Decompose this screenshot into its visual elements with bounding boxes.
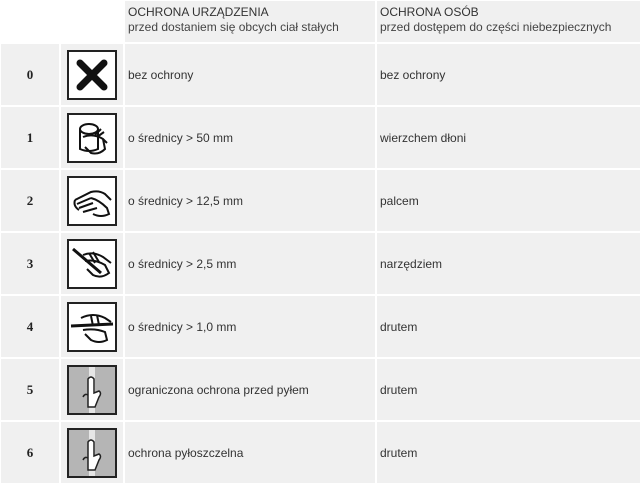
- device-protection-text: o średnicy > 2,5 mm: [125, 233, 375, 294]
- level-number: 2: [1, 170, 59, 231]
- hand-back-icon: [67, 113, 117, 163]
- dust-hand-icon: [67, 428, 117, 478]
- person-protection-text: drutem: [377, 296, 640, 357]
- level-number: 5: [1, 359, 59, 420]
- level-number: 6: [1, 422, 59, 483]
- person-protection-text: palcem: [377, 170, 640, 231]
- finger-icon: [67, 176, 117, 226]
- icon-cell: [61, 359, 123, 420]
- icon-cell: [61, 170, 123, 231]
- table-row: [1, 359, 640, 420]
- device-protection-text: o średnicy > 50 mm: [125, 107, 375, 168]
- header-person-protection: [377, 1, 640, 42]
- table-row: [1, 44, 640, 105]
- person-protection-text: bez ochrony: [377, 44, 640, 105]
- icon-cell: [61, 44, 123, 105]
- device-protection-text: ograniczona ochrona przed pyłem: [125, 359, 375, 420]
- x-mark-icon: [67, 50, 117, 100]
- level-number: 0: [1, 44, 59, 105]
- hand-wire-icon: [67, 302, 117, 352]
- header-device-title: OCHRONA URZĄDZENIA: [128, 5, 269, 19]
- header-person-subtitle: przed dostępem do części niebezpiecznych: [380, 20, 612, 34]
- table-row: [1, 296, 640, 357]
- table-row: [1, 107, 640, 168]
- table-row: [1, 422, 640, 483]
- device-protection-text: o średnicy > 12,5 mm: [125, 170, 375, 231]
- device-protection-text: o średnicy > 1,0 mm: [125, 296, 375, 357]
- level-number: 4: [1, 296, 59, 357]
- level-number: 1: [1, 107, 59, 168]
- device-protection-text: bez ochrony: [125, 44, 375, 105]
- person-protection-text: drutem: [377, 359, 640, 420]
- icon-cell: [61, 233, 123, 294]
- level-number: 3: [1, 233, 59, 294]
- hand-tool-icon: [67, 239, 117, 289]
- table-row: [1, 233, 640, 294]
- header-device-subtitle: przed dostaniem się obcych ciał stałych: [128, 20, 339, 34]
- header-blank-cell: [1, 1, 59, 42]
- icon-cell: [61, 422, 123, 483]
- dust-hand-icon: [67, 365, 117, 415]
- person-protection-text: drutem: [377, 422, 640, 483]
- icon-cell: [61, 296, 123, 357]
- person-protection-text: narzędziem: [377, 233, 640, 294]
- table-header-row: [1, 1, 640, 42]
- header-device-protection: [125, 1, 375, 42]
- header-blank-cell: [61, 1, 123, 42]
- header-person-title: OCHRONA OSÓB: [380, 5, 479, 19]
- icon-cell: [61, 107, 123, 168]
- person-protection-text: wierzchem dłoni: [377, 107, 640, 168]
- table-row: [1, 170, 640, 231]
- device-protection-text: ochrona pyłoszczelna: [125, 422, 375, 483]
